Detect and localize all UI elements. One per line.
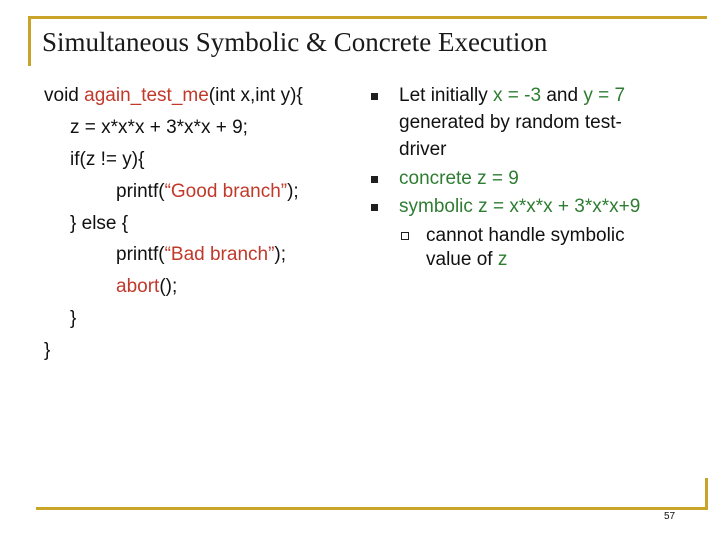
code-line-printf-bad (116, 244, 286, 266)
code-params: (int x,int y){ (208, 85, 303, 106)
code-call-close: ); (287, 181, 299, 202)
note-symbolic-z: symbolic z = x*x*x + 3*x*x+9 (399, 196, 641, 217)
note-initial-values-line3: driver (399, 139, 447, 160)
square-bullet-icon (371, 176, 378, 183)
note-text: value of (426, 249, 498, 270)
code-keyword: void (44, 85, 85, 106)
code-line-abort (116, 276, 177, 298)
page-number: 57 (664, 511, 676, 522)
code-string-good: “Good branch” (164, 181, 288, 202)
code-line-close-fn: } (44, 340, 51, 361)
frame-top-rule (28, 16, 707, 19)
note-sub-limitation: cannot handle symbolic (426, 225, 625, 246)
square-bullet-icon (371, 93, 378, 100)
note-text: Let initially (399, 85, 493, 106)
code-abort-call: abort (116, 276, 160, 297)
slide-title: Simultaneous Symbolic & Concrete Execution (42, 27, 548, 57)
code-call: printf( (116, 181, 165, 202)
note-text: and (541, 85, 584, 106)
code-call-close: (); (159, 276, 178, 297)
code-line-else: } else { (70, 213, 129, 234)
code-function-name: again_test_me (84, 85, 209, 106)
note-initial-values-line2: generated by random test- (399, 112, 622, 133)
code-string-bad: “Bad branch” (164, 244, 275, 265)
note-concrete-z: concrete z = 9 (399, 168, 519, 189)
code-line-if: if(z != y){ (70, 149, 145, 170)
code-line-signature (44, 85, 303, 107)
hollow-square-bullet-icon (401, 232, 409, 240)
note-sub-limitation-line2 (426, 246, 507, 273)
code-line-printf-good (116, 181, 299, 203)
frame-bottom-rule (36, 507, 708, 510)
code-line-assign: z = x*x*x + 3*x*x + 9; (70, 117, 248, 138)
code-line-close-if: } (70, 308, 77, 329)
note-x-value: x = -3 (493, 85, 542, 106)
code-call: printf( (116, 244, 165, 265)
frame-right-rule (705, 478, 708, 510)
note-z-variable: z (497, 249, 508, 270)
note-initial-values (399, 82, 625, 109)
note-y-value: y = 7 (583, 85, 626, 106)
frame-left-rule (28, 16, 31, 66)
code-call-close: ); (274, 244, 287, 265)
square-bullet-icon (371, 204, 378, 211)
